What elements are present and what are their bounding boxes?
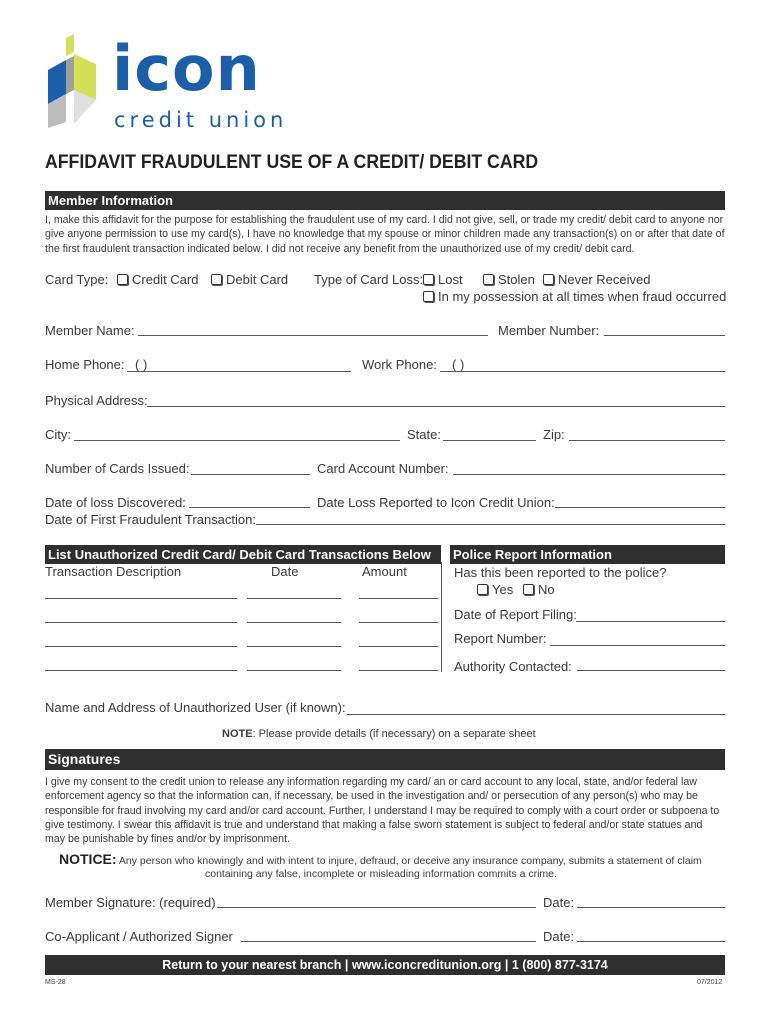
loss-type-label: Type of Card Loss: xyxy=(314,272,424,287)
cards-issued-label: Number of Cards Issued: xyxy=(45,461,190,476)
home-phone-field[interactable] xyxy=(127,371,351,372)
work-phone-label: Work Phone: xyxy=(362,357,437,372)
form-code: MS-28 xyxy=(45,979,66,986)
home-phone-paren: ( ) xyxy=(135,357,148,372)
zip-field[interactable] xyxy=(569,440,725,441)
txn-amount-1[interactable] xyxy=(359,598,438,599)
report-number-field[interactable] xyxy=(550,645,725,646)
loss-never-received[interactable]: Never Received xyxy=(543,272,651,288)
state-label: State: xyxy=(407,427,441,442)
txn-date-2[interactable] xyxy=(247,622,341,623)
police-no[interactable]: No xyxy=(523,582,555,598)
in-possession-checkbox[interactable] xyxy=(423,291,434,302)
home-phone-label: Home Phone: xyxy=(45,357,125,372)
credit-card-checkbox[interactable] xyxy=(117,274,128,285)
txn-desc-2[interactable] xyxy=(45,622,237,623)
date-first-fraud-label: Date of First Fraudulent Transaction: xyxy=(45,512,256,527)
stolen-checkbox[interactable] xyxy=(483,274,494,285)
page-title: AFFIDAVIT FRAUDULENT USE OF A CREDIT/ DEBIT CARD xyxy=(45,152,539,173)
card-type-credit[interactable]: Credit Card xyxy=(117,272,198,288)
col-amount: Amount xyxy=(362,564,407,579)
member-name-field[interactable] xyxy=(138,335,488,336)
date-loss-reported-field[interactable] xyxy=(555,507,725,508)
date-filing-label: Date of Report Filing: xyxy=(454,607,577,622)
txn-desc-4[interactable] xyxy=(45,670,237,671)
member-info-paragraph: I, make this affidavit for the purpose for establishing the fraudulent use of my card. I did not give, sell, or trade my credit/ debit card to anyone nor give anyone permission to use my card(s), I have no knowledge that my spouse or minor children made any transaction(s) on or after that date of the first fraudulent transaction indicated below. I did not receive any benefit from the unauthorized use of my credit/ debit card. xyxy=(45,214,725,255)
signatures-heading: Signatures xyxy=(45,749,725,770)
member-info-heading: Member Information xyxy=(45,191,725,210)
work-phone-paren: ( ) xyxy=(452,357,465,372)
txn-amount-3[interactable] xyxy=(359,646,438,647)
police-question: Has this been reported to the police? xyxy=(454,565,667,580)
physical-address-label: Physical Address: xyxy=(45,393,148,408)
member-name-label: Member Name: xyxy=(45,323,135,338)
loss-stolen[interactable]: Stolen xyxy=(483,272,535,288)
physical-address-field[interactable] xyxy=(147,406,725,407)
police-yes-checkbox[interactable] xyxy=(477,584,488,595)
cards-issued-field[interactable] xyxy=(191,474,310,475)
debit-card-checkbox[interactable] xyxy=(211,274,222,285)
notice xyxy=(59,852,725,868)
col-transaction-description: Transaction Description xyxy=(45,564,182,579)
police-no-checkbox[interactable] xyxy=(523,584,534,595)
col-date: Date xyxy=(271,564,299,579)
notice-line1: Any person who knowingly and with intent to injure, defraud, or deceive any insurance company, submits a statement of claim xyxy=(118,855,702,867)
member-signature-date-field[interactable] xyxy=(577,907,725,908)
unauthorized-user-field[interactable] xyxy=(347,714,725,715)
police-yes[interactable]: Yes xyxy=(477,582,513,598)
txn-date-1[interactable] xyxy=(247,598,341,599)
date-loss-reported-label: Date Loss Reported to Icon Credit Union: xyxy=(317,495,555,510)
co-applicant-field[interactable] xyxy=(241,941,536,942)
date-first-fraud-field[interactable] xyxy=(256,524,725,525)
work-phone-field[interactable] xyxy=(440,371,725,372)
card-type-label: Card Type: xyxy=(45,272,109,287)
city-label: City: xyxy=(45,427,71,442)
report-number-label: Report Number: xyxy=(454,631,547,646)
logo-mark-icon xyxy=(44,34,100,130)
notice-line2: containing any false, incomplete or misleading information commits a crime. xyxy=(205,868,557,880)
member-number-field[interactable] xyxy=(604,335,725,336)
co-applicant-date-field[interactable] xyxy=(577,941,725,942)
logo-wordmark: icon xyxy=(112,32,261,105)
authority-label: Authority Contacted: xyxy=(454,659,572,674)
member-signature-date-label: Date: xyxy=(543,895,575,910)
signatures-paragraph: I give my consent to the credit union to release any information regarding my card/ an or card account to any local, state, and/or federal law enforcement agency so that the information can, if necessary, be used in the investigation and/ or persecution of any person(s) who may be responsible for fraud involving my card and/or card account. Further, I understand I may be required to comply with a court order or subpoena to give testimony. I swear this affidavit is true and understand that making a false sworn statement is subject to federal and/or state statues and may be punishable by fines and/or by imprisonment. xyxy=(45,776,720,846)
notice-label: NOTICE: xyxy=(59,851,117,867)
member-signature-field[interactable] xyxy=(217,907,536,908)
never-received-checkbox[interactable] xyxy=(543,274,554,285)
footer-bar: Return to your nearest branch | www.iconcreditunion.org | 1 (800) 877-3174 xyxy=(45,955,725,975)
co-applicant-date-label: Date: xyxy=(543,929,575,944)
transactions-divider xyxy=(441,562,442,672)
authority-field[interactable] xyxy=(577,670,725,671)
member-signature-label: Member Signature: (required) xyxy=(45,895,216,910)
unauthorized-user-label: Name and Address of Unauthorized User (if known): xyxy=(45,700,346,715)
txn-desc-3[interactable] xyxy=(45,646,237,647)
date-loss-discovered-label: Date of loss Discovered: xyxy=(45,495,186,510)
city-field[interactable] xyxy=(74,440,400,441)
txn-date-3[interactable] xyxy=(247,646,341,647)
state-field[interactable] xyxy=(443,440,536,441)
card-account-number-label: Card Account Number: xyxy=(317,461,449,476)
note: NOTE: Please provide details (if necessary) on a separate sheet xyxy=(222,728,536,740)
lost-checkbox[interactable] xyxy=(423,274,434,285)
zip-label: Zip: xyxy=(543,427,565,442)
transactions-heading: List Unauthorized Credit Card/ Debit Card Transactions Below xyxy=(45,545,441,564)
txn-date-4[interactable] xyxy=(247,670,341,671)
card-account-number-field[interactable] xyxy=(453,474,725,475)
co-applicant-label: Co-Applicant / Authorized Signer xyxy=(45,929,233,944)
date-filing-field[interactable] xyxy=(576,621,725,622)
form-version: 07/2012 xyxy=(697,979,723,986)
police-heading: Police Report Information xyxy=(450,545,725,564)
loss-lost[interactable]: Lost xyxy=(423,272,463,288)
loss-in-possession[interactable]: In my possession at all times when fraud occurred xyxy=(423,289,726,305)
member-number-label: Member Number: xyxy=(498,323,600,338)
date-loss-discovered-field[interactable] xyxy=(189,507,310,508)
txn-amount-4[interactable] xyxy=(359,670,438,671)
card-type-debit[interactable]: Debit Card xyxy=(211,272,288,288)
txn-amount-2[interactable] xyxy=(359,622,438,623)
logo-subtitle: credit union xyxy=(114,108,288,132)
txn-desc-1[interactable] xyxy=(45,598,237,599)
